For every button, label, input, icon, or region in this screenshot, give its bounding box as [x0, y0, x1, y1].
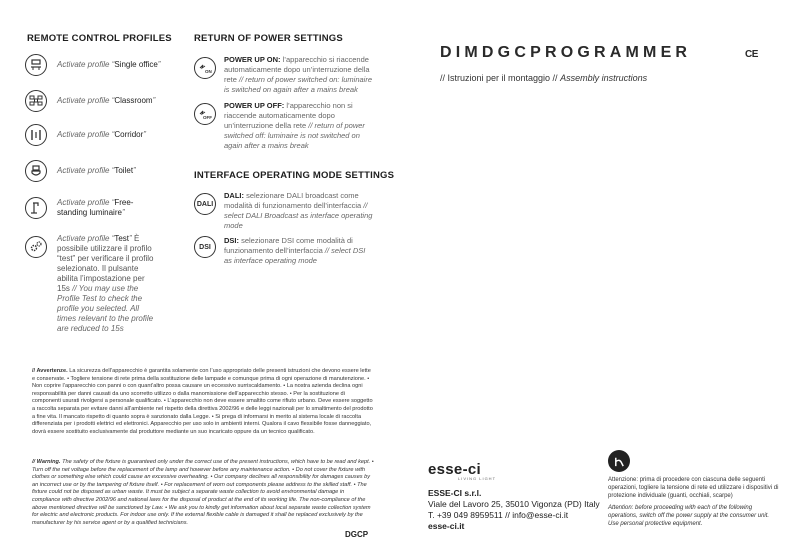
svg-text:OFF: OFF [203, 115, 212, 120]
single-office-icon [25, 54, 47, 76]
profile-name: Test [114, 234, 130, 243]
product-title: DIMDGCPROGRAMMER [440, 44, 692, 61]
ce-mark: CE [745, 49, 758, 60]
profile-single-office: Activate profile “Single office” [25, 54, 165, 76]
dsi-mode: DSI DSI: selezionare DSI come modalità di funzionamento dell’interfaccia // select DSI as interface operating mode [194, 236, 374, 266]
profile-classroom: Activate profile “Classroom” [25, 90, 165, 112]
power-off-icon [194, 103, 216, 125]
dali-mode: DALI DALI: selezionare DALI broadcast come modalità di funzionamento dell’interfaccia // select DALI Broadcast as interface operating mode [194, 191, 374, 231]
profile-test: Activate profile “Test” È possibile utilizzare il profilo “test” per verificare il profilo selezionato. Il pulsante abilita l’impostazione per 15s // You may use the Profile Test to check the profile you selected. All times relevant to the profile are reduced to 15s [25, 234, 175, 334]
dsi-icon: DSI [194, 236, 216, 258]
toilet-icon [25, 160, 47, 182]
profile-toilet: Activate profile “Toilet” [25, 160, 165, 182]
profile-corridor: Activate profile “Corridor” [25, 124, 165, 146]
warning-it: // Avvertenze. La sicurezza dell’apparecchio è garantita solamente con l’uso appropriato delle presenti istruzioni che devono essere lette e conservate. • Togliere tensione di rete prima della sostituzione delle lampade e comunque prima di ogni operazione di manutenzione. • Non coprire l’apparecchio con panni o con quant’altro possa causare un eccessivo surriscaldamento. • La nostra azienda declina ogni responsabilità per danni causati da uno scorretto utilizzo o dalla manomissione dell’apparecchio stesso. • Per la sostituzione di componenti usurati rivolgersi a personale qualificato. • L’apparecchio non deve essere smaltito come rifiuto urbano. Deve essere soggetto a raccolta separata per evitare danni all’ambiente nel rispetto della direttiva 2002/96 e delle leggi nazionali per lo smaltimento del prodotto a fine vita. Il mancato rispetto di quanto sopra è sanzionato dalla Legge. • Si prega di informarsi in merito al sistema locale di raccolta differenziata per i prodotti elettrici ed elettronici. Apparecchio per uso solo in ambienti interni. Qualora il cavo flessibile fosse danneggiato, dovrà essere sostituito esclusivamente dal produttore mediante un suo incaricato oppure da un tecnico qualificato. [32, 368, 373, 435]
attention-text: Attenzione: prima di procedere con ciascuna delle seguenti operazioni, togliere la tensione di rete ed utilizzare i dispositivi di protezione individuale (guanti, occhiali, scarpe) Attention: before proceeding with each of the following operations, switch off the power supply at the consumer unit. Use personal protective equipment. [608, 477, 779, 527]
safety-icon [608, 450, 630, 472]
power-settings-title: RETURN OF POWER SETTINGS [194, 33, 343, 44]
profile-free-standing: Activate profile “Free-standing luminaire” [25, 197, 165, 219]
company-web: esse-ci.it [428, 521, 465, 531]
profile-name: Toilet [114, 166, 134, 175]
profile-name: Classroom [114, 96, 153, 105]
remote-profiles-title: REMOTE CONTROL PROFILES [27, 33, 172, 44]
gears-icon [25, 236, 47, 258]
test-description-en: // You may use the Profile Test to check the profile you selected. All times relevant to the profile are reduced to 15s [57, 284, 154, 333]
test-description-it: È possibile utilizzare il profilo “test” per verificare il profilo selezionato. Il pulsante abilita l’impostazione per 15s [57, 234, 154, 293]
dali-icon: DALI [194, 193, 216, 215]
company-contact: T. +39 049 8959511 // info@esse-ci.it [428, 510, 569, 520]
svg-text:ON: ON [205, 69, 212, 74]
company-name: ESSE-CI s.r.l. [428, 488, 482, 498]
power-on-icon [194, 57, 216, 79]
company-info [428, 488, 600, 532]
profile-name: Free-standing luminaire [57, 198, 134, 217]
classroom-icon [25, 90, 47, 112]
profile-name: Corridor [114, 130, 144, 139]
power-up-off: OFF POWER UP OFF: l’apparecchio non si riaccende automaticamente dopo un’interruzione della rete // return of power switched off: luminaire is not switched on again after a mains break [194, 101, 374, 151]
company-address: Viale del Lavoro 25, 35010 Vigonza (PD) Italy [428, 499, 600, 509]
product-code: DGCP [345, 530, 369, 539]
profile-name: Single office [114, 60, 158, 69]
free-standing-icon [25, 197, 47, 219]
warning-en: // Warning. The safety of the fixture is guaranteed only under the correct use of the present instructions, which have to be read and kept. • Turn off the net voltage before the replacement of the lamp and however before any maintenance action. • Do not cover the fixture with clothes or something else which could cause an excessive overheating. • Our company declines all responsibility for damages causes by an incorrect use or by the tampering of fixture itself. • For replacement of worn out components please address to the skilled staff. • The fixture could not be disposed as urban waste. It must be subject a separate waste collection to avoid environmental damage in compliance with directive 2002/96 and national laws for the disposal of product at the end of its working life. The non-compliance of the above mentioned directive will be sanctioned by Law. • We ask you to kindly get information about local separate waste collection system for electric and electronic products. For indoor use only. If the external flexible cable is damaged it shall be replaced exclusively by the manufacturer by his service agent or by a qualified technicians. [32, 459, 374, 526]
interface-settings-title: INTERFACE OPERATING MODE SETTINGS [194, 170, 395, 181]
power-up-on: ON POWER UP ON: l’apparecchio si riaccende automaticamente dopo un’interruzione della rete // return of power switched on: luminaire is switched on again after a mains break [194, 55, 374, 95]
company-logo: esse-ci LIVING LIGHT [428, 461, 497, 481]
product-subtitle: // Istruzioni per il montaggio // Assembly instructions [440, 73, 648, 83]
corridor-icon [25, 124, 47, 146]
